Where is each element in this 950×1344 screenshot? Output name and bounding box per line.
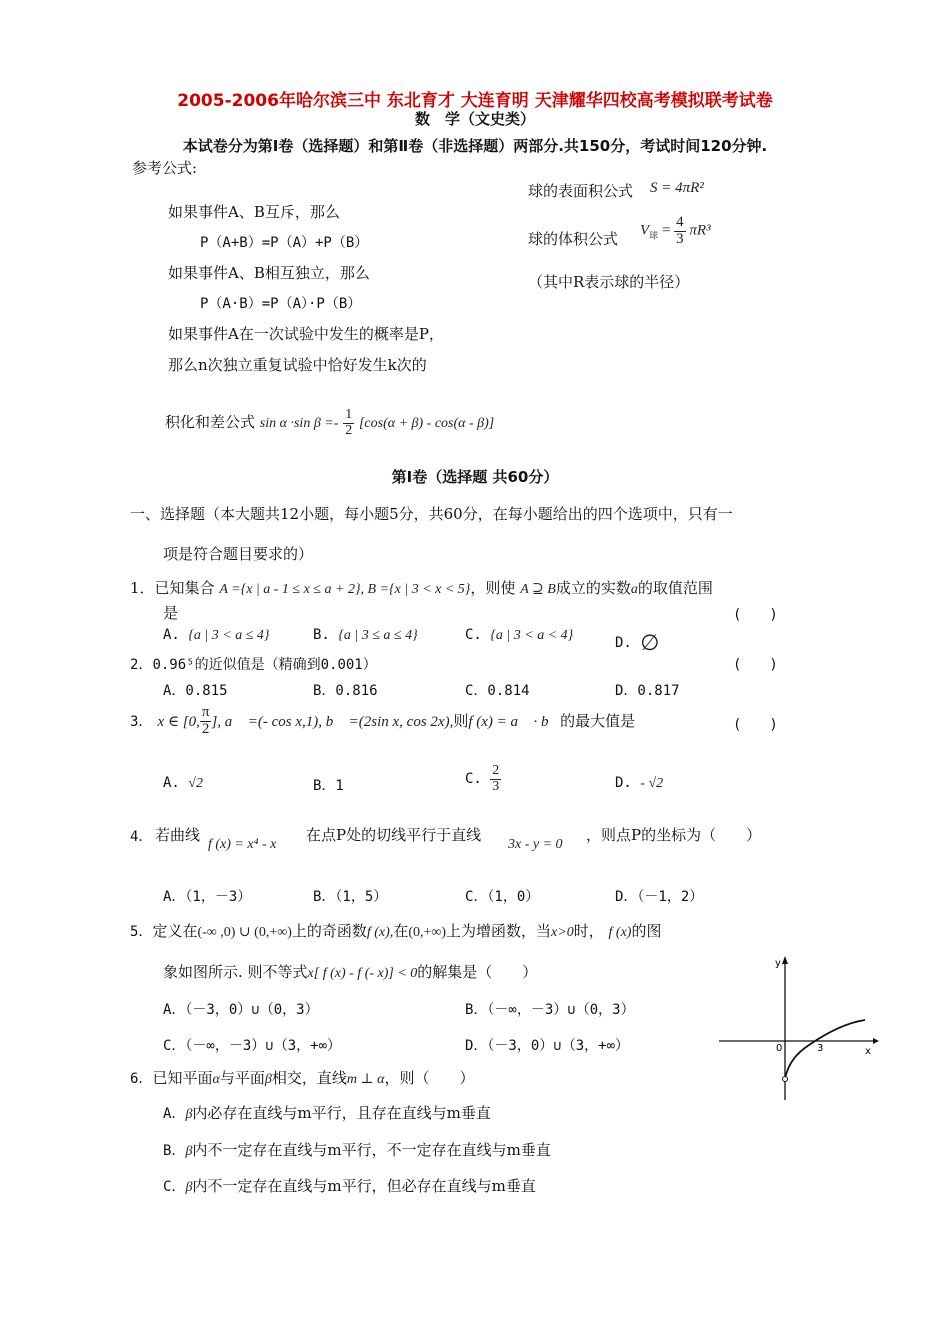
formula-line: P（A·B）=P（A）·P（B） [200, 296, 362, 312]
question-3-stem: 3． x ∈ [0, $\frac{\pi}{2}$ ], a⃗ =(- cos x,1), b⃗ =(2sin x, cos 2x),则f (x) = a⃗ · b⃗的最大值是 [130, 704, 636, 737]
open-endpoint [783, 1077, 788, 1082]
product-formula [165, 408, 494, 438]
y-axis-arrow [782, 956, 788, 964]
formula-line: 如果事件A、B相互独立，那么 [168, 264, 370, 282]
option-a[interactable]: A．（1，－3） [163, 889, 252, 905]
option-c[interactable]: C．0.814 [465, 683, 530, 699]
section-title: 第Ⅰ卷（选择题 共60分） [391, 468, 559, 486]
sphere-volume-label: 球的体积公式 [528, 230, 619, 248]
origin-label: 0 [776, 1043, 783, 1054]
instruction-line: 项是符合题目要求的） [163, 545, 314, 563]
volume-fraction: $\frac{4}{3}$ [676, 214, 684, 247]
sphere-surface-formula: S = 4πR² [650, 180, 704, 196]
formula-line: P（A+B）=P（A）+P（B） [200, 235, 369, 251]
option-c[interactable]: C. $\frac{2}{3}$ [465, 763, 500, 794]
function-curve [785, 1020, 865, 1078]
option-c[interactable]: C．（－∞，－3）∪（3，+∞） [163, 1038, 342, 1054]
option-a[interactable]: A．（－3，0）∪（0，3） [163, 1002, 319, 1018]
radius-note: （其中R表示球的半径） [528, 273, 690, 291]
question-6-stem: 6．已知平面α与平面β相交，直线m ⊥ α，则（ ） [130, 1069, 475, 1087]
option-b[interactable]: B．β内不一定存在直线与m平行，不一定存在直线与m垂直 [163, 1141, 551, 1159]
option-c[interactable]: C．β内不一定存在直线与m平行，但必存在直线与m垂直 [163, 1177, 536, 1195]
exam-subtitle: 数 学（文史类） [414, 110, 535, 128]
function-graph [715, 950, 885, 1105]
question-2-stem: 2．0.96⁵的近似值是（精确到0.001） [130, 657, 377, 673]
volume-sub: 球 [649, 230, 659, 241]
question-1-line2: 是 [163, 604, 179, 622]
x-axis-arrow [873, 1038, 879, 1044]
pi-over-two: $\frac{\pi}{2}$ [201, 704, 210, 737]
option-a[interactable]: A．0.815 [163, 683, 228, 699]
option-b[interactable]: B．（1，5） [313, 889, 388, 905]
option-a[interactable]: A．β内必存在直线与m平行，且存在直线与m垂直 [163, 1104, 491, 1122]
question-5-line2: 象如图所示. 则不等式x[ f (x) - f (- x)] < 0的解集是（ ） [163, 963, 538, 981]
option-b[interactable]: B．（－∞，－3）∪（0，3） [465, 1002, 635, 1018]
question-4-num: 4． [130, 829, 153, 845]
formula-line: 如果事件A、B互斥，那么 [168, 203, 340, 221]
x-label: x [865, 1046, 871, 1057]
option-d[interactable]: D．（－1，2） [615, 889, 704, 905]
y-label: y [775, 958, 781, 969]
volume-rest: πR³ [689, 222, 711, 239]
answer-paren: ( ) [733, 607, 778, 623]
reference-label: 参考公式: [132, 159, 198, 177]
sphere-volume-formula: $V_球$ = $\frac{4}{3}$ πR³ [640, 214, 711, 247]
product-fraction: $\frac{1}{2}$ [345, 407, 353, 438]
option-a[interactable]: A. √2 [163, 775, 203, 791]
question-4-curve: f (x) = x⁴ - x [208, 837, 277, 852]
formula-line: 如果事件A在一次试验中发生的概率是P， [168, 325, 444, 343]
question-4-text: ，则点P的坐标为（ ） [586, 826, 762, 844]
question-1-stem: 1．已知集合 A ={x | a - 1 ≤ x ≤ a + 2}, B ={x | 3 < x < 5}，则使 A ⊇ B成立的实数a的取值范围 [130, 579, 713, 597]
exam-intro: 本试卷分为第Ⅰ卷（选择题）和第Ⅱ卷（非选择题）两部分.共150分，考试时间120分钟. [182, 137, 768, 155]
product-rhs: [cos(α + β) - cos(α - β)] [358, 416, 495, 432]
option-a[interactable]: A. {a | 3 < a ≤ 4} [163, 627, 270, 643]
answer-paren: ( ) [733, 717, 778, 733]
sphere-surface-label: 球的表面积公式 [528, 182, 634, 200]
option-c[interactable]: C．（1，0） [465, 889, 540, 905]
answer-paren: ( ) [733, 657, 778, 673]
option-d[interactable]: D．0.817 [615, 683, 680, 699]
option-c[interactable]: C. {a | 3 < a < 4} [465, 627, 574, 643]
option-b[interactable]: B．0.816 [313, 683, 378, 699]
question-4-text: 若曲线 [155, 826, 201, 844]
formula-line: 那么n次独立重复试验中恰好发生k次的 [168, 356, 427, 374]
product-lhs: sin α ·sin β =- [259, 416, 339, 432]
question-4-text: 在点P处的切线平行于直线 [306, 826, 482, 844]
instruction-line: 一、选择题（本大题共12小题，每小题5分，共60分，在每小题给出的四个选项中，只有一 [130, 505, 733, 523]
question-4-line: 3x - y = 0 [508, 837, 563, 852]
exam-title: 2005-2006年哈尔滨三中 东北育才 大连育明 天津耀华四校高考模拟联考试卷 [177, 91, 773, 111]
option-d[interactable]: D. ∅ [615, 630, 660, 655]
tick-label: 3 [817, 1043, 824, 1054]
option-b[interactable]: B．1 [313, 778, 344, 794]
product-label: 积化和差公式 [165, 413, 256, 432]
option-d[interactable]: D．（－3，0）∪（3，+∞） [465, 1038, 630, 1054]
question-5-stem: 5．定义在(-∞ ,0) ∪ (0,+∞)上的奇函数f (x),在(0,+∞)上为增函数，当x>0时， f (x)的图 [130, 922, 662, 940]
option-b[interactable]: B. {a | 3 ≤ a ≤ 4} [313, 627, 418, 643]
option-d[interactable]: D. - √2 [615, 775, 664, 791]
volume-v: V [640, 222, 650, 239]
